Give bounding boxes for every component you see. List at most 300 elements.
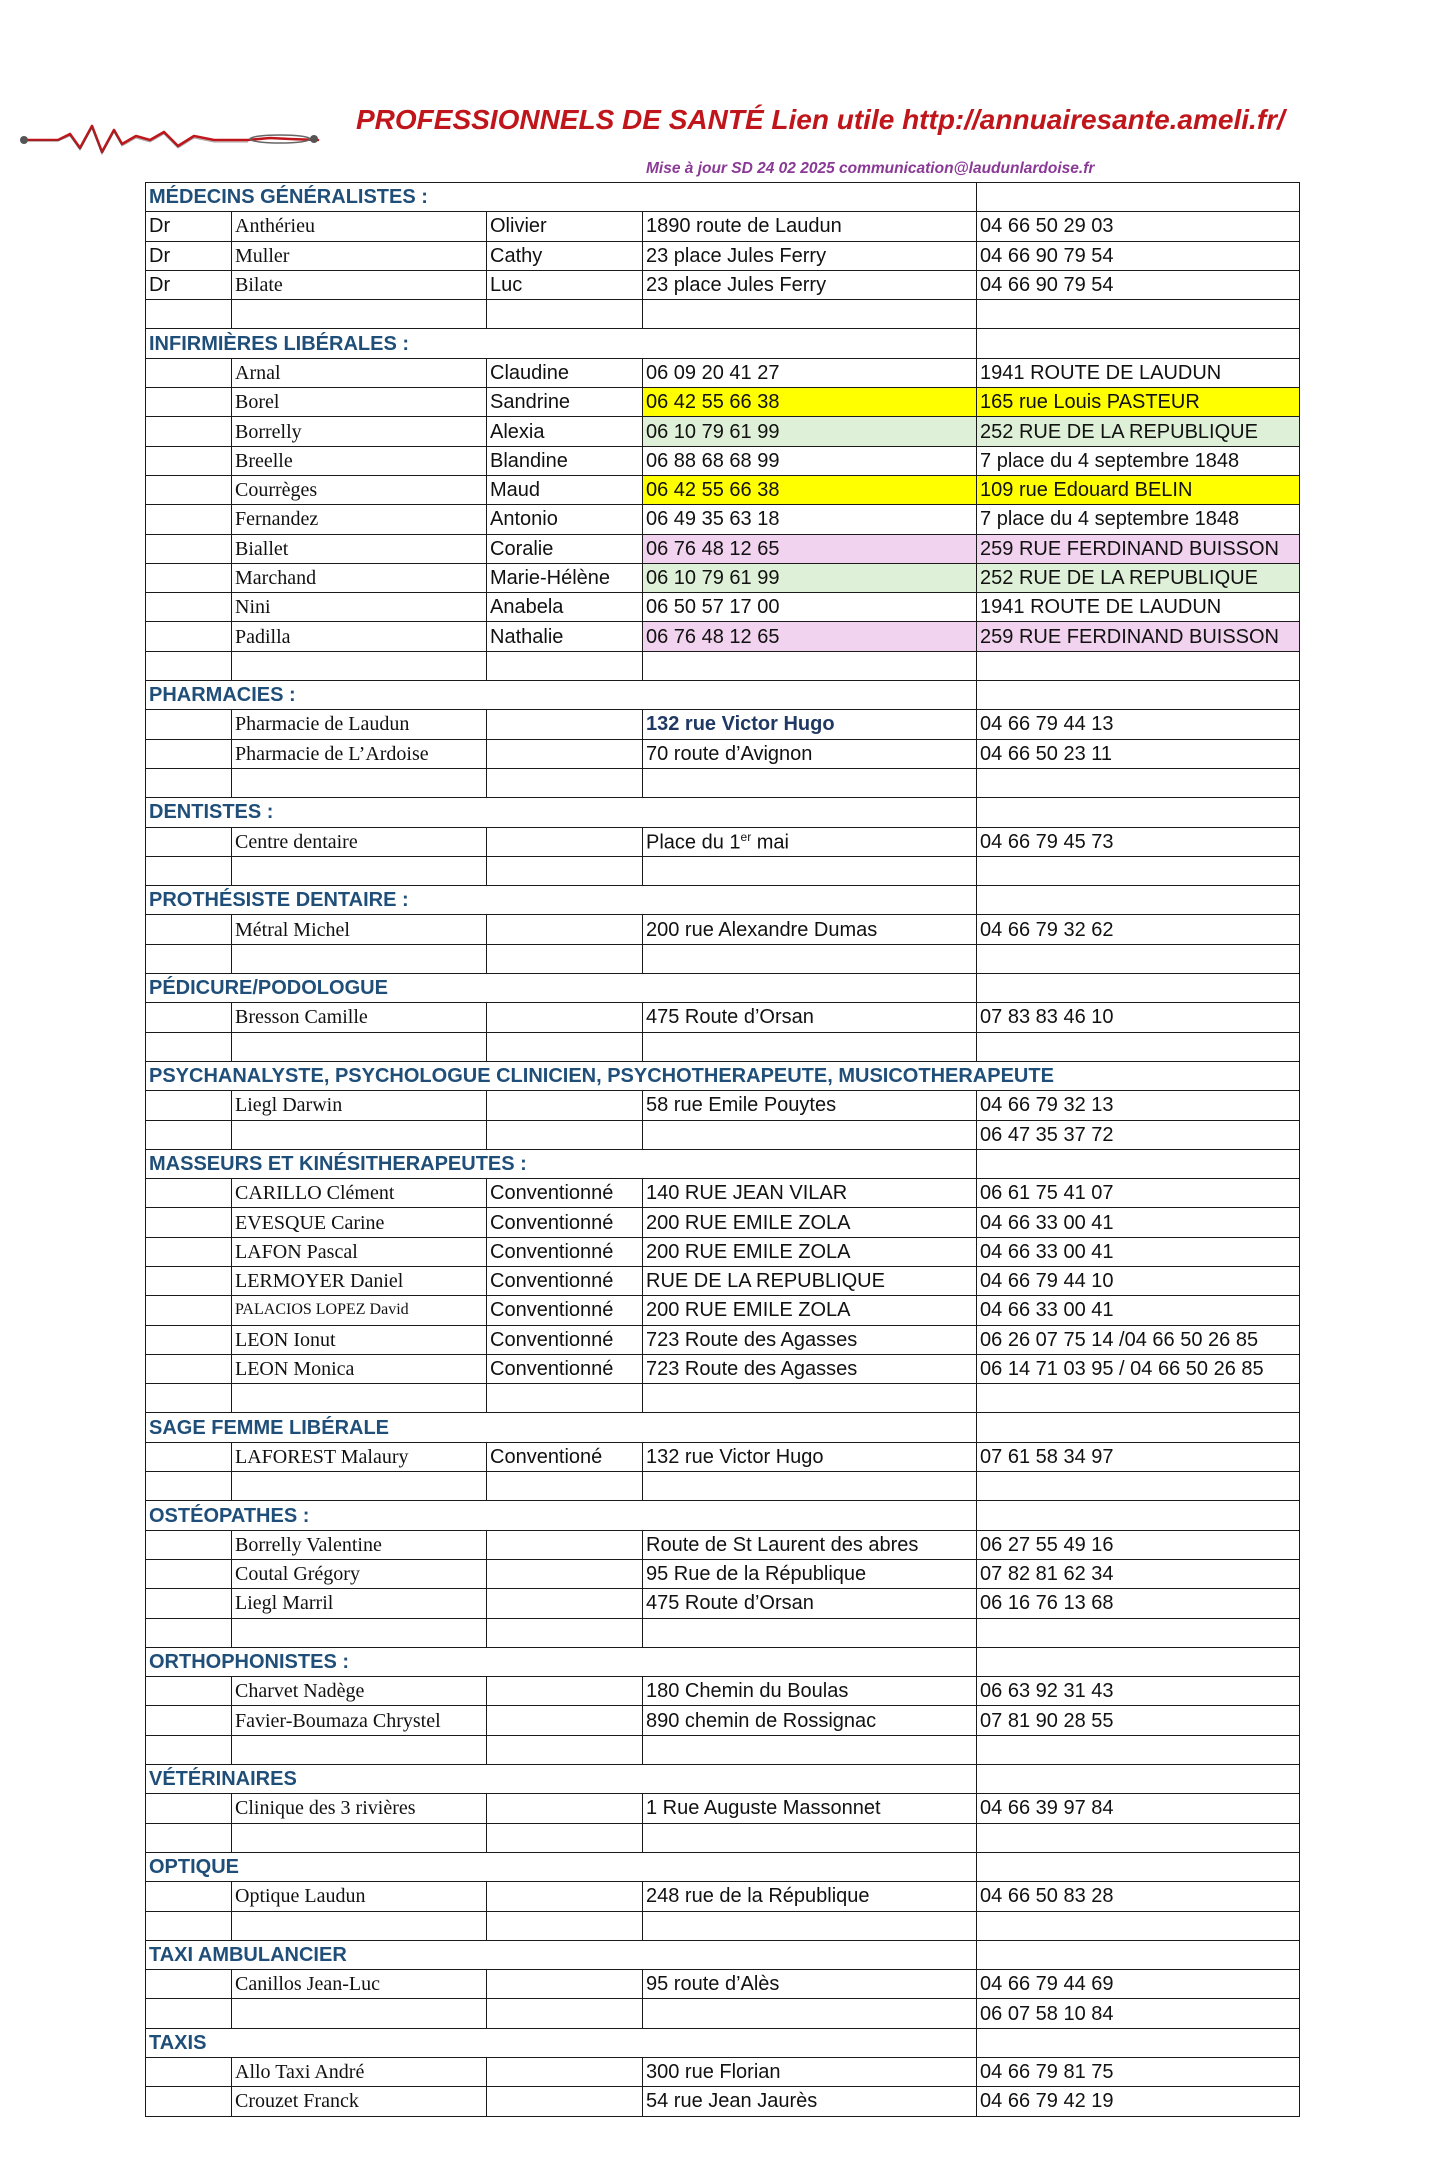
title-cell (146, 915, 232, 944)
detail-cell: 06 10 79 61 99 (643, 563, 977, 592)
section-header-row (146, 1061, 1300, 1090)
detail-cell: 890 chemin de Rossignac (643, 1706, 977, 1735)
title-cell: Dr (146, 212, 232, 241)
section-header-row (146, 798, 1300, 827)
contact-cell: 165 rue Louis PASTEUR (977, 388, 1300, 417)
contact-cell: 7 place du 4 septembre 1848 (977, 446, 1300, 475)
table-row (146, 1179, 1300, 1208)
contact-cell: 252 RUE DE LA REPUBLIQUE (977, 417, 1300, 446)
contact-cell: 04 66 33 00 41 (977, 1296, 1300, 1325)
empty-cell (643, 1911, 977, 1940)
empty-cell (232, 768, 487, 797)
contact-cell: 04 66 79 45 73 (977, 827, 1300, 856)
detail-cell: 06 42 55 66 38 (643, 475, 977, 504)
empty-cell (146, 768, 232, 797)
table-row (146, 270, 1300, 299)
section-header-row (146, 2028, 1300, 2057)
firstname-cell (487, 1530, 643, 1559)
contact-cell: 07 83 83 46 10 (977, 1003, 1300, 1032)
empty-cell (487, 1735, 643, 1764)
blank-row (146, 1032, 1300, 1061)
title-cell (146, 1325, 232, 1354)
empty-cell (232, 1618, 487, 1647)
title-cell (146, 710, 232, 739)
contact-cell: 252 RUE DE LA REPUBLIQUE (977, 563, 1300, 592)
contact-cell: 04 66 90 79 54 (977, 241, 1300, 270)
contact-cell: 04 66 39 97 84 (977, 1794, 1300, 1823)
section-title: PSYCHANALYSTE, PSYCHOLOGUE CLINICIEN, PSYCHOTHERAPEUTE, MUSICOTHERAPEUTE (146, 1061, 1300, 1090)
title-cell (146, 417, 232, 446)
table-row (146, 212, 1300, 241)
firstname-cell: Cathy (487, 241, 643, 270)
firstname-cell (487, 1003, 643, 1032)
firstname-cell (487, 1120, 643, 1149)
detail-cell (643, 1120, 977, 1149)
detail-cell: 300 rue Florian (643, 2058, 977, 2087)
contact-cell: 06 47 35 37 72 (977, 1120, 1300, 1149)
name-cell: Nini (232, 593, 487, 622)
update-note: Mise à jour SD 24 02 2025 communication@laudunlardoise.fr (646, 160, 1095, 177)
contact-cell: 259 RUE FERDINAND BUISSON (977, 622, 1300, 651)
contact-cell: 1941 ROUTE DE LAUDUN (977, 358, 1300, 387)
contact-cell: 04 66 79 44 69 (977, 1970, 1300, 1999)
title-cell (146, 1442, 232, 1471)
table-row (146, 1208, 1300, 1237)
empty-cell (643, 1032, 977, 1061)
contact-cell: 06 07 58 10 84 (977, 1999, 1300, 2028)
contact-cell: 04 66 79 44 13 (977, 710, 1300, 739)
name-cell: Padilla (232, 622, 487, 651)
detail-cell: 23 place Jules Ferry (643, 241, 977, 270)
contact-cell: 04 66 79 44 10 (977, 1266, 1300, 1295)
empty-cell (487, 300, 643, 329)
firstname-cell: Conventionné (487, 1266, 643, 1295)
detail-cell: 06 10 79 61 99 (643, 417, 977, 446)
name-cell: Centre dentaire (232, 827, 487, 856)
table-row (146, 622, 1300, 651)
section-header-row (146, 1852, 1300, 1881)
empty-cell (977, 768, 1300, 797)
firstname-cell (487, 1589, 643, 1618)
title-cell (146, 1120, 232, 1149)
table-row (146, 475, 1300, 504)
title-cell (146, 1354, 232, 1383)
title-cell (146, 622, 232, 651)
title-cell (146, 1266, 232, 1295)
directory-table (145, 182, 1300, 2117)
name-cell: LERMOYER Daniel (232, 1266, 487, 1295)
contact-cell: 1941 ROUTE DE LAUDUN (977, 593, 1300, 622)
contact-cell: 04 66 79 81 75 (977, 2058, 1300, 2087)
empty-cell (487, 1032, 643, 1061)
empty-cell (977, 1618, 1300, 1647)
detail-cell: 58 rue Emile Pouytes (643, 1091, 977, 1120)
title-cell (146, 1003, 232, 1032)
empty-cell (146, 651, 232, 680)
contact-cell: 04 66 79 32 62 (977, 915, 1300, 944)
detail-cell: 200 rue Alexandre Dumas (643, 915, 977, 944)
contact-cell: 07 81 90 28 55 (977, 1706, 1300, 1735)
firstname-cell: Sandrine (487, 388, 643, 417)
firstname-cell (487, 1999, 643, 2028)
name-cell: Borrelly Valentine (232, 1530, 487, 1559)
empty-cell (232, 1735, 487, 1764)
title-cell (146, 446, 232, 475)
empty-cell (146, 1823, 232, 1852)
detail-cell: 1 Rue Auguste Massonnet (643, 1794, 977, 1823)
detail-cell: RUE DE LA REPUBLIQUE (643, 1266, 977, 1295)
empty-cell (643, 1823, 977, 1852)
firstname-cell: Conventionné (487, 1179, 643, 1208)
detail-cell: 723 Route des Agasses (643, 1354, 977, 1383)
table-row (146, 241, 1300, 270)
empty-cell (643, 1472, 977, 1501)
contact-cell: 109 rue Edouard BELIN (977, 475, 1300, 504)
empty-cell (977, 974, 1300, 1003)
empty-cell (146, 1618, 232, 1647)
blank-row (146, 768, 1300, 797)
contact-cell: 04 66 50 83 28 (977, 1882, 1300, 1911)
firstname-cell: Conventionné (487, 1208, 643, 1237)
name-cell: Liegl Marril (232, 1589, 487, 1618)
table-row (146, 739, 1300, 768)
table-row (146, 2058, 1300, 2087)
firstname-cell: Marie-Hélène (487, 563, 643, 592)
section-header-row (146, 886, 1300, 915)
firstname-cell (487, 710, 643, 739)
section-title: SAGE FEMME LIBÉRALE (146, 1413, 977, 1442)
title-cell (146, 2058, 232, 2087)
page-title: PROFESSIONNELS DE SANTÉ Lien utile http://annuairesante.ameli.fr/ (356, 104, 1285, 135)
empty-cell (977, 1735, 1300, 1764)
table-row (146, 1442, 1300, 1471)
empty-cell (146, 1735, 232, 1764)
empty-cell (977, 944, 1300, 973)
empty-cell (146, 1032, 232, 1061)
contact-cell: 04 66 33 00 41 (977, 1237, 1300, 1266)
blank-row (146, 1735, 1300, 1764)
firstname-cell (487, 827, 643, 856)
empty-cell (232, 1384, 487, 1413)
table-row (146, 446, 1300, 475)
detail-cell (643, 827, 977, 856)
empty-cell (977, 1940, 1300, 1969)
detail-cell: 06 49 35 63 18 (643, 505, 977, 534)
section-header-row (146, 1149, 1300, 1178)
empty-cell (977, 886, 1300, 915)
firstname-cell (487, 1559, 643, 1588)
firstname-cell: Alexia (487, 417, 643, 446)
firstname-cell (487, 2058, 643, 2087)
section-title: INFIRMIÈRES LIBÉRALES : (146, 329, 977, 358)
empty-cell (977, 1384, 1300, 1413)
contact-cell: 06 27 55 49 16 (977, 1530, 1300, 1559)
firstname-cell (487, 1091, 643, 1120)
contact-cell: 04 66 79 42 19 (977, 2087, 1300, 2116)
firstname-cell: Coralie (487, 534, 643, 563)
detail-cell: 06 50 57 17 00 (643, 593, 977, 622)
firstname-cell: Olivier (487, 212, 643, 241)
empty-cell (487, 768, 643, 797)
empty-cell (146, 1911, 232, 1940)
blank-row (146, 944, 1300, 973)
contact-cell: 04 66 90 79 54 (977, 270, 1300, 299)
firstname-cell: Claudine (487, 358, 643, 387)
empty-cell (146, 944, 232, 973)
firstname-cell: Conventionné (487, 1296, 643, 1325)
title-cell (146, 475, 232, 504)
empty-cell (977, 1032, 1300, 1061)
name-cell: LEON Ionut (232, 1325, 487, 1354)
section-header-row (146, 1940, 1300, 1969)
empty-cell (977, 1765, 1300, 1794)
empty-cell (232, 944, 487, 973)
name-cell: LEON Monica (232, 1354, 487, 1383)
name-cell: Bilate (232, 270, 487, 299)
table-row (146, 1706, 1300, 1735)
section-title: MASSEURS ET KINÉSITHERAPEUTES : (146, 1149, 977, 1178)
name-cell (232, 1999, 487, 2028)
empty-cell (977, 1647, 1300, 1676)
section-title: PÉDICURE/PODOLOGUE (146, 974, 977, 1003)
empty-cell (232, 856, 487, 885)
section-title: PROTHÉSISTE DENTAIRE : (146, 886, 977, 915)
section-header-row (146, 1765, 1300, 1794)
contact-cell: 06 26 07 75 14 /04 66 50 26 85 (977, 1325, 1300, 1354)
contact-cell: 06 16 76 13 68 (977, 1589, 1300, 1618)
detail-cell: 475 Route d’Orsan (643, 1003, 977, 1032)
empty-cell (232, 651, 487, 680)
empty-cell (977, 1413, 1300, 1442)
name-cell: Bresson Camille (232, 1003, 487, 1032)
detail-cell: 23 place Jules Ferry (643, 270, 977, 299)
title-cell (146, 1530, 232, 1559)
section-header-row (146, 1413, 1300, 1442)
section-title: ORTHOPHONISTES : (146, 1647, 977, 1676)
section-title: TAXI AMBULANCIER (146, 1940, 977, 1969)
table-row (146, 1530, 1300, 1559)
blank-row (146, 1384, 1300, 1413)
empty-cell (977, 2028, 1300, 2057)
name-cell: Marchand (232, 563, 487, 592)
empty-cell (232, 1032, 487, 1061)
blank-row (146, 1911, 1300, 1940)
detail-cell: 06 09 20 41 27 (643, 358, 977, 387)
name-cell: Courrèges (232, 475, 487, 504)
detail-cell: 200 RUE EMILE ZOLA (643, 1208, 977, 1237)
firstname-cell (487, 1706, 643, 1735)
table-row (146, 2087, 1300, 2116)
empty-cell (643, 856, 977, 885)
empty-cell (977, 1823, 1300, 1852)
title-cell (146, 534, 232, 563)
empty-cell (487, 1472, 643, 1501)
title-cell (146, 1589, 232, 1618)
table-row (146, 1296, 1300, 1325)
title-cell (146, 1677, 232, 1706)
title-cell (146, 358, 232, 387)
empty-cell (977, 329, 1300, 358)
address-text: mai (751, 831, 789, 854)
section-header-row (146, 183, 1300, 212)
empty-cell (487, 856, 643, 885)
section-title: VÉTÉRINAIRES (146, 1765, 977, 1794)
firstname-cell (487, 739, 643, 768)
detail-cell: 180 Chemin du Boulas (643, 1677, 977, 1706)
detail-cell: 132 rue Victor Hugo (643, 1442, 977, 1471)
empty-cell (487, 944, 643, 973)
name-cell: Optique Laudun (232, 1882, 487, 1911)
name-cell: CARILLO Clément (232, 1179, 487, 1208)
title-cell (146, 739, 232, 768)
section-title: TAXIS (146, 2028, 977, 2057)
title-cell (146, 505, 232, 534)
table-row (146, 1091, 1300, 1120)
detail-cell (643, 1999, 977, 2028)
table-row (146, 534, 1300, 563)
firstname-cell: Conventionné (487, 1354, 643, 1383)
blank-row (146, 651, 1300, 680)
name-cell: Arnal (232, 358, 487, 387)
table-row (146, 1794, 1300, 1823)
detail-cell: Route de St Laurent des abres (643, 1530, 977, 1559)
detail-cell: 70 route d’Avignon (643, 739, 977, 768)
contact-cell: 04 66 50 23 11 (977, 739, 1300, 768)
title-cell (146, 1208, 232, 1237)
firstname-cell: Conventionné (487, 1237, 643, 1266)
section-title: OPTIQUE (146, 1852, 977, 1881)
table-row (146, 1882, 1300, 1911)
name-cell: Coutal Grégory (232, 1559, 487, 1588)
contact-cell: 7 place du 4 septembre 1848 (977, 505, 1300, 534)
section-header-row (146, 681, 1300, 710)
name-cell: EVESQUE Carine (232, 1208, 487, 1237)
contact-cell: 06 14 71 03 95 / 04 66 50 26 85 (977, 1354, 1300, 1383)
detail-cell: 06 88 68 68 99 (643, 446, 977, 475)
title-cell (146, 388, 232, 417)
title-cell (146, 1999, 232, 2028)
blank-row (146, 300, 1300, 329)
title-cell (146, 1296, 232, 1325)
name-cell: Borel (232, 388, 487, 417)
section-title: MÉDECINS GÉNÉRALISTES : (146, 183, 977, 212)
title-cell (146, 1237, 232, 1266)
title-cell (146, 1179, 232, 1208)
table-row (146, 1589, 1300, 1618)
table-row (146, 1237, 1300, 1266)
empty-cell (643, 768, 977, 797)
empty-cell (487, 1384, 643, 1413)
detail-cell: 248 rue de la République (643, 1882, 977, 1911)
title-cell (146, 1706, 232, 1735)
detail-cell: 06 42 55 66 38 (643, 388, 977, 417)
table-row (146, 417, 1300, 446)
empty-cell (977, 651, 1300, 680)
firstname-cell: Blandine (487, 446, 643, 475)
detail-cell: 132 rue Victor Hugo (643, 710, 977, 739)
detail-cell: 140 RUE JEAN VILAR (643, 1179, 977, 1208)
empty-cell (487, 1823, 643, 1852)
empty-cell (643, 651, 977, 680)
title-cell (146, 827, 232, 856)
firstname-cell: Luc (487, 270, 643, 299)
detail-cell: 95 Rue de la République (643, 1559, 977, 1588)
title-cell (146, 563, 232, 592)
title-cell: Dr (146, 241, 232, 270)
empty-cell (146, 856, 232, 885)
name-cell: PALACIOS LOPEZ David (232, 1296, 487, 1325)
blank-row (146, 856, 1300, 885)
contact-cell: 06 63 92 31 43 (977, 1677, 1300, 1706)
name-cell: Anthérieu (232, 212, 487, 241)
table-row (146, 827, 1300, 856)
empty-cell (977, 300, 1300, 329)
empty-cell (643, 1618, 977, 1647)
empty-cell (487, 651, 643, 680)
table-row (146, 358, 1300, 387)
empty-cell (146, 300, 232, 329)
table-row (146, 1003, 1300, 1032)
blank-row (146, 1823, 1300, 1852)
firstname-cell (487, 2087, 643, 2116)
firstname-cell (487, 1970, 643, 1999)
section-header-row (146, 1647, 1300, 1676)
detail-cell: 54 rue Jean Jaurès (643, 2087, 977, 2116)
name-cell: Crouzet Franck (232, 2087, 487, 2116)
detail-cell: 723 Route des Agasses (643, 1325, 977, 1354)
empty-cell (977, 183, 1300, 212)
name-cell: Fernandez (232, 505, 487, 534)
title-cell (146, 2087, 232, 2116)
empty-cell (977, 1501, 1300, 1530)
name-cell: Breelle (232, 446, 487, 475)
title-cell (146, 1794, 232, 1823)
table-row (146, 1677, 1300, 1706)
blank-row (146, 1472, 1300, 1501)
empty-cell (977, 1911, 1300, 1940)
detail-cell: 95 route d’Alès (643, 1970, 977, 1999)
detail-cell: 200 RUE EMILE ZOLA (643, 1237, 977, 1266)
firstname-cell: Conventionné (487, 1325, 643, 1354)
contact-cell: 04 66 33 00 41 (977, 1208, 1300, 1237)
empty-cell (146, 1472, 232, 1501)
section-header-row (146, 329, 1300, 358)
empty-cell (487, 1911, 643, 1940)
name-cell: Favier-Boumaza Chrystel (232, 1706, 487, 1735)
name-cell: Métral Michel (232, 915, 487, 944)
table-row (146, 915, 1300, 944)
firstname-cell: Anabela (487, 593, 643, 622)
section-title: DENTISTES : (146, 798, 977, 827)
table-row (146, 593, 1300, 622)
name-cell: Allo Taxi André (232, 2058, 487, 2087)
name-cell: Charvet Nadège (232, 1677, 487, 1706)
table-row (146, 1559, 1300, 1588)
title-cell (146, 1970, 232, 1999)
table-row (146, 1266, 1300, 1295)
section-header-row (146, 974, 1300, 1003)
empty-cell (977, 1472, 1300, 1501)
table-row (146, 563, 1300, 592)
table-row (146, 710, 1300, 739)
empty-cell (643, 300, 977, 329)
section-title: OSTÉOPATHES : (146, 1501, 977, 1530)
name-cell: LAFOREST Malaury (232, 1442, 487, 1471)
table-row (146, 1970, 1300, 1999)
contact-cell: 04 66 50 29 03 (977, 212, 1300, 241)
empty-cell (643, 1735, 977, 1764)
empty-cell (977, 1852, 1300, 1881)
